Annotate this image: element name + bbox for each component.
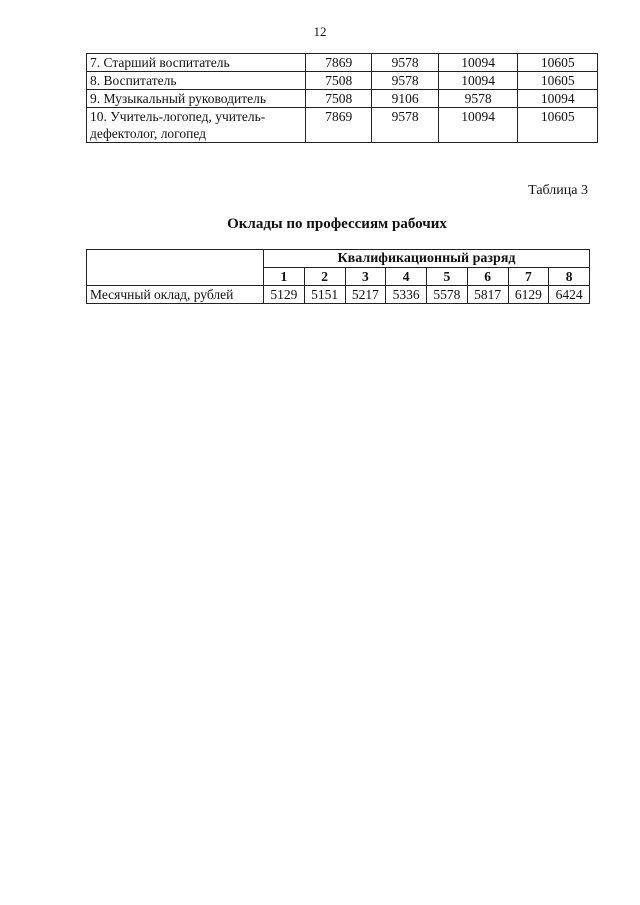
positions-salary-table [86, 53, 598, 143]
salary-value: 5336 [386, 286, 427, 304]
grade-header: 3 [345, 268, 386, 286]
salary-value: 10094 [438, 72, 518, 90]
salary-value: 7869 [306, 108, 372, 143]
qualification-grade-header: Квалификационный разряд [264, 250, 590, 268]
salary-value: 5217 [345, 286, 386, 304]
table-label: Таблица 3 [528, 183, 588, 198]
salary-value: 5817 [467, 286, 508, 304]
salary-value: 6129 [508, 286, 549, 304]
position-name: 10. Учитель-логопед, учитель-дефектолог, логопед [87, 108, 306, 143]
header-blank-cell [87, 250, 264, 286]
table-row [87, 54, 598, 72]
table-row [87, 90, 598, 108]
grade-header: 1 [264, 268, 305, 286]
salary-value: 7869 [306, 54, 372, 72]
grade-header: 6 [467, 268, 508, 286]
salary-value: 9578 [372, 72, 438, 90]
salary-value: 10605 [518, 72, 598, 90]
row-label: Месячный оклад, рублей [87, 286, 264, 304]
position-name: 9. Музыкальный руководитель [87, 90, 306, 108]
table-row [87, 286, 590, 304]
table-title: Оклады по профессиям рабочих [227, 216, 447, 232]
salary-value: 9578 [372, 108, 438, 143]
page-number: 12 [313, 24, 327, 39]
position-name: 8. Воспитатель [87, 72, 306, 90]
grade-header: 7 [508, 268, 549, 286]
salary-value: 10094 [438, 54, 518, 72]
salary-value: 5129 [264, 286, 305, 304]
grade-header: 8 [549, 268, 590, 286]
position-name: 7. Старший воспитатель [87, 54, 306, 72]
table-row [87, 108, 598, 143]
workers-salary-table [86, 249, 590, 304]
salary-value: 10605 [518, 54, 598, 72]
salary-value: 6424 [549, 286, 590, 304]
salary-value: 5151 [304, 286, 345, 304]
table-row [87, 72, 598, 90]
salary-value: 10094 [438, 108, 518, 143]
salary-value: 9106 [372, 90, 438, 108]
grade-header: 4 [386, 268, 427, 286]
salary-value: 5578 [427, 286, 468, 304]
grade-header: 5 [427, 268, 468, 286]
salary-value: 7508 [306, 72, 372, 90]
salary-value: 7508 [306, 90, 372, 108]
salary-value: 10605 [518, 108, 598, 143]
salary-value: 10094 [518, 90, 598, 108]
salary-value: 9578 [438, 90, 518, 108]
salary-value: 9578 [372, 54, 438, 72]
grade-header: 2 [304, 268, 345, 286]
